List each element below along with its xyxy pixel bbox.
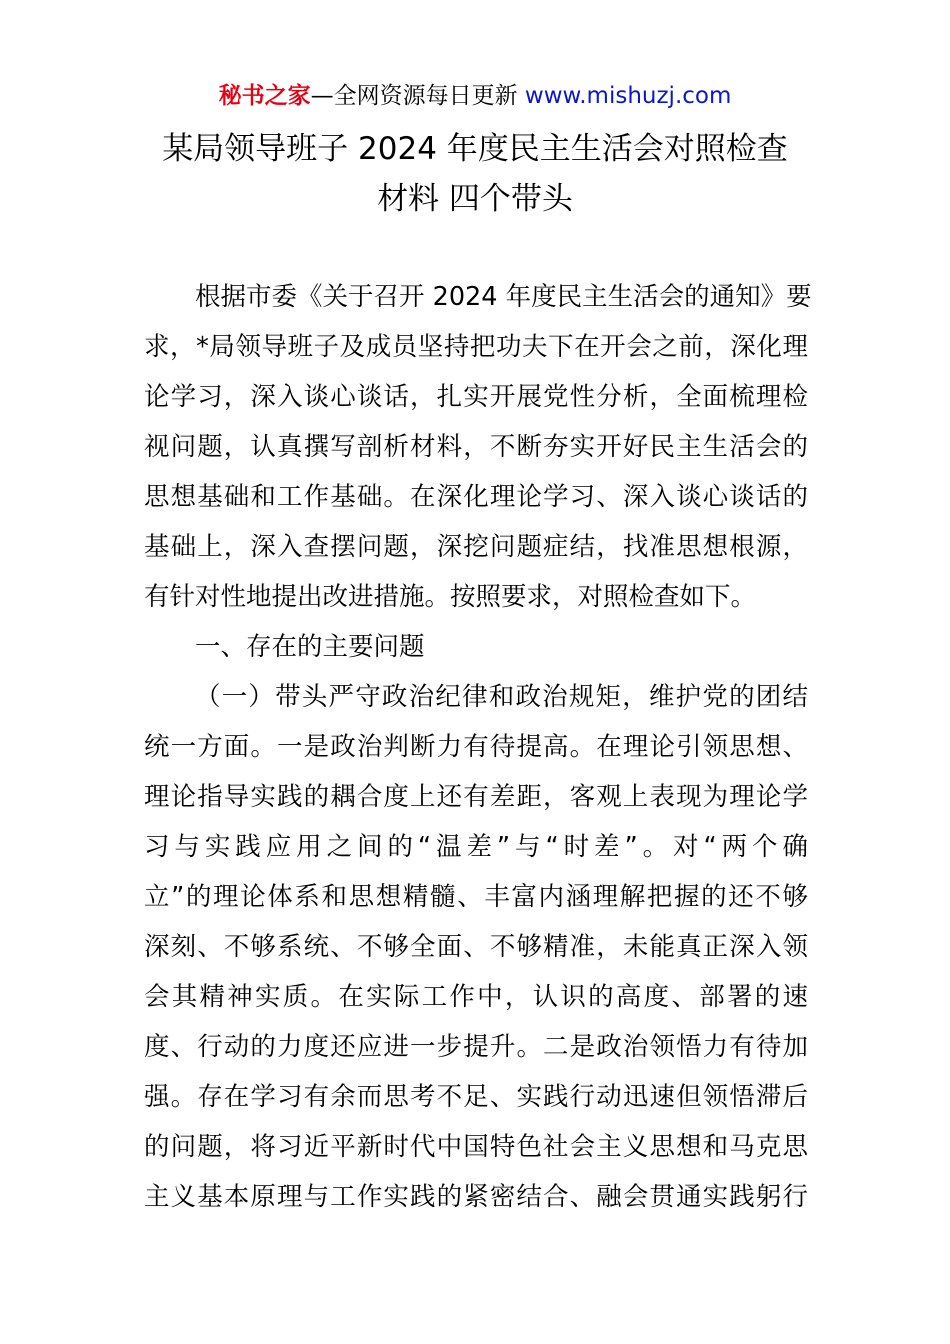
- paragraph-line: 理论指导实践的耦合度上还有差距，客观上表现为理论学: [144, 782, 808, 812]
- title-line: 某局领导班子 2024 年度民主生活会对照检查: [162, 131, 788, 167]
- paragraph-line: 基础上，深入查摆问题，深挖问题症结，找准思想根源，: [144, 532, 808, 562]
- paragraph-line: 求，*局领导班子及成员坚持把功夫下在开会之前，深化理: [144, 332, 808, 362]
- paragraph-line: 深刻、不够系统、不够全面、不够精准，未能真正深入领: [144, 932, 808, 962]
- paragraph-line: 习与实践应用之间的“温差”与“时差”。对“两个确: [144, 832, 808, 862]
- paragraph-intro: [144, 272, 812, 622]
- site-tagline: —全网资源每日更新: [310, 83, 518, 109]
- site-header: [0, 80, 950, 112]
- paragraph-line: 有针对性地提出改进措施。按照要求，对照检查如下。: [144, 582, 757, 612]
- paragraph-section-one: [144, 672, 808, 1222]
- paragraph-line: 立”的理论体系和思想精髓、丰富内涵理解把握的还不够: [144, 882, 808, 912]
- paragraph-line: 视问题，认真撰写剖析材料，不断夯实开好民主生活会的: [144, 432, 808, 462]
- document-title: [100, 124, 850, 224]
- paragraph-line: 的问题，将习近平新时代中国特色社会主义思想和马克思: [144, 1132, 808, 1162]
- paragraph-line: 主义基本原理与工作实践的紧密结合、融会贯通实践躬行: [144, 1182, 808, 1212]
- paragraph-line: （一）带头严守政治纪律和政治规矩，维护党的团结: [195, 682, 808, 712]
- site-brand: 秘书之家: [218, 83, 311, 109]
- section-heading: [144, 622, 808, 672]
- paragraph-line: 论学习，深入谈心谈话，扎实开展党性分析，全面梳理检: [144, 382, 808, 412]
- paragraph-line: 根据市委《关于召开 2024 年度民主生活会的通知》要: [195, 282, 812, 312]
- paragraph-line: 统一方面。一是政治判断力有待提高。在理论引领思想、: [144, 732, 808, 762]
- paragraph-line: 强。存在学习有余而思考不足、实践行动迅速但领悟滞后: [144, 1082, 808, 1112]
- document-body: [144, 272, 812, 1222]
- site-url-link[interactable]: www.mishuzj.com: [524, 83, 732, 109]
- paragraph-line: 思想基础和工作基础。在深化理论学习、深入谈心谈话的: [144, 482, 808, 512]
- section-heading-line: 一、存在的主要问题: [195, 632, 425, 662]
- title-line: 材料 四个带头: [377, 181, 573, 217]
- paragraph-line: 会其精神实质。在实际工作中，认识的高度、部署的速: [144, 982, 808, 1012]
- paragraph-line: 度、行动的力度还应进一步提升。二是政治领悟力有待加: [144, 1032, 808, 1062]
